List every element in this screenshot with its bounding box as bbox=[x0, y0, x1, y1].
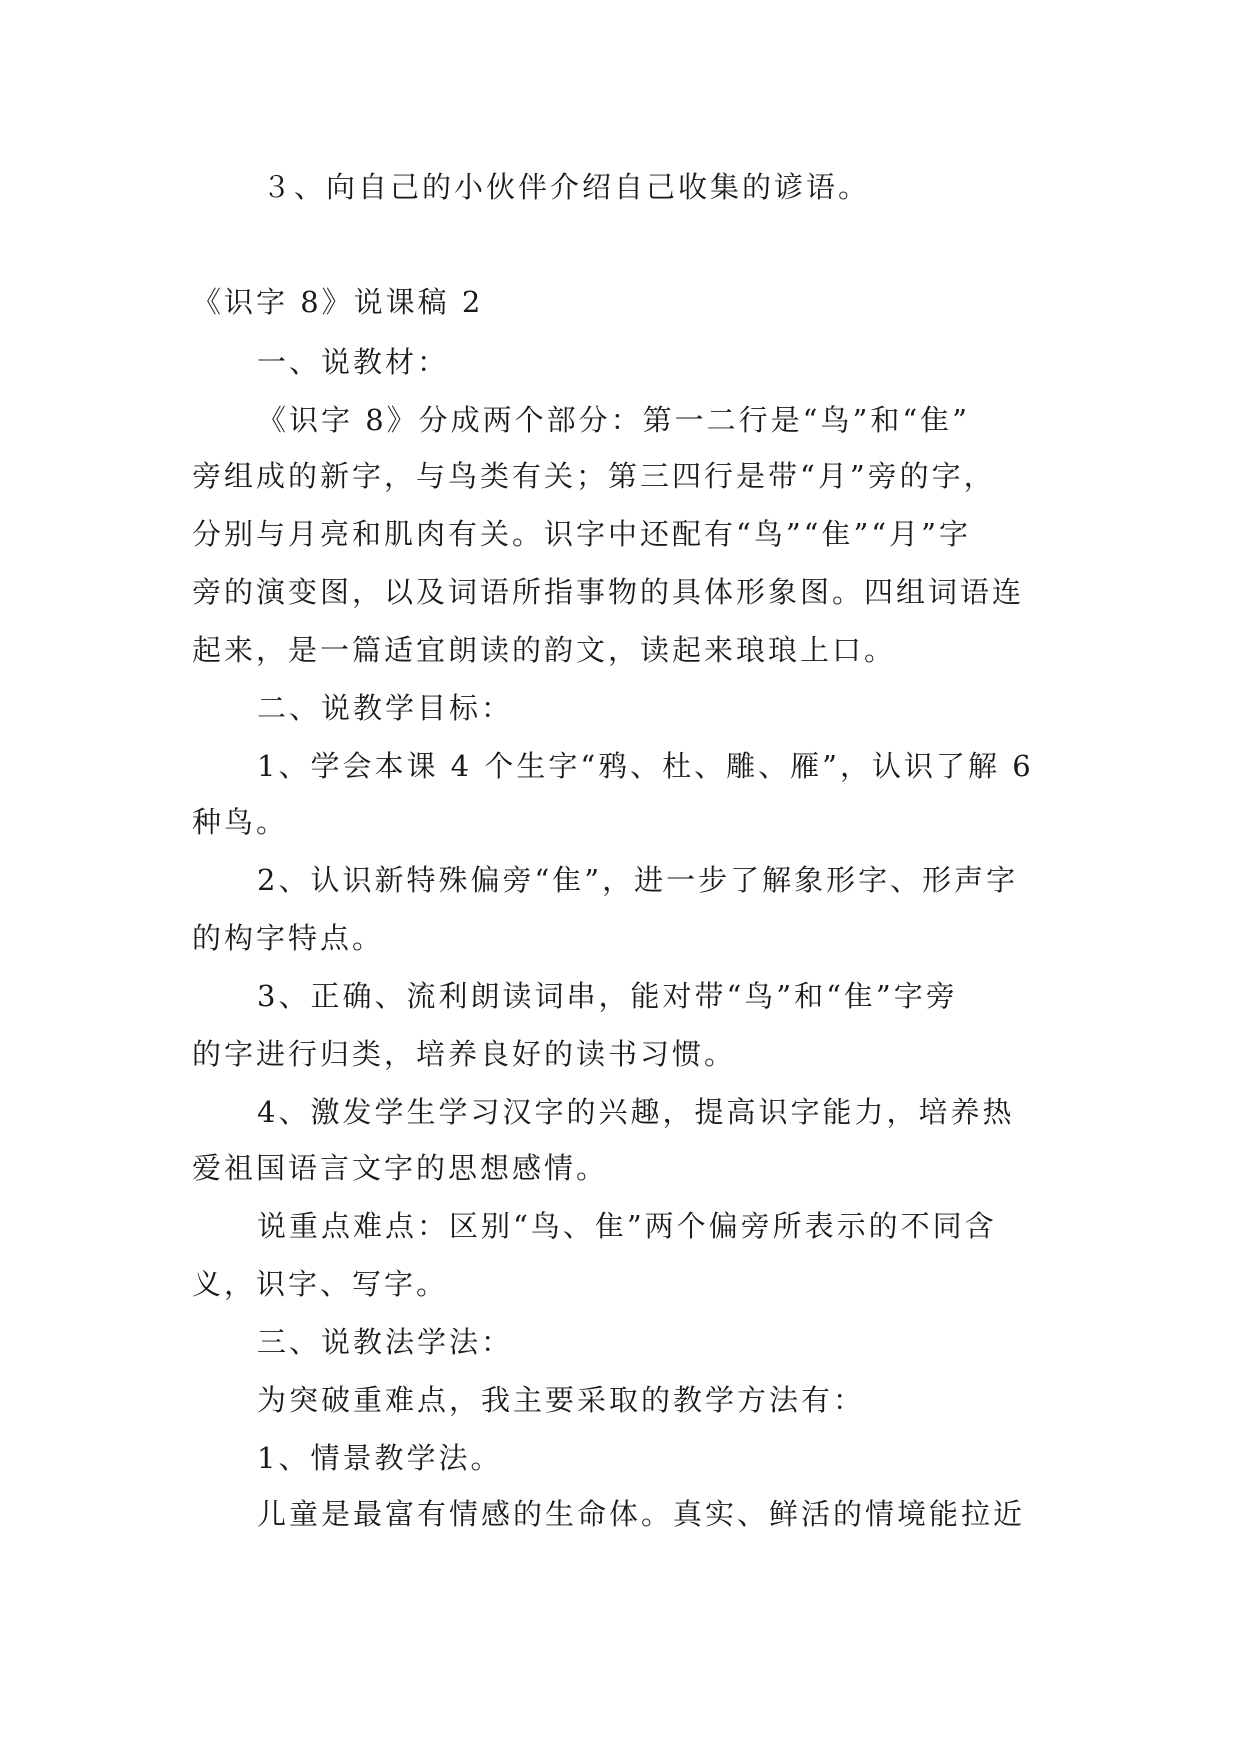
heading-textbook: 一、说教材： bbox=[257, 345, 450, 379]
text-line: 旁的演变图，以及词语所指事物的具体形象图。四组词语连 bbox=[192, 575, 1025, 609]
section-title: 《识字 8》说课稿 2 bbox=[192, 285, 484, 319]
text-line: 1、学会本课 4 个生字“鸦、杜、雕、雁”，认识了解 6 bbox=[257, 749, 1034, 783]
text-line: ３、向自己的小伙伴介绍自己收集的谚语。 bbox=[262, 170, 871, 204]
heading-methods: 三、说教法学法： bbox=[257, 1325, 514, 1359]
text-line: 种鸟。 bbox=[192, 805, 289, 839]
text-line: 2、认识新特殊偏旁“隹”，进一步了解象形字、形声字 bbox=[257, 863, 1019, 897]
text-line: 4、激发学生学习汉字的兴趣，提高识字能力，培养热 bbox=[257, 1095, 1015, 1129]
text-line: 起来，是一篇适宜朗读的韵文，读起来琅琅上口。 bbox=[192, 633, 897, 667]
text-line: 1、情景教学法。 bbox=[257, 1441, 503, 1475]
text-line: 的构字特点。 bbox=[192, 921, 385, 955]
text-line: 《识字 8》分成两个部分：第一二行是“鸟”和“隹” bbox=[257, 403, 970, 437]
text-line: 3、正确、流利朗读词串，能对带“鸟”和“隹”字旁 bbox=[257, 979, 958, 1013]
text-line: 旁组成的新字，与鸟类有关；第三四行是带“月”旁的字， bbox=[192, 459, 996, 493]
text-line: 义，识字、写字。 bbox=[192, 1267, 449, 1301]
text-line: 爱祖国语言文字的思想感情。 bbox=[192, 1151, 609, 1185]
text-line: 分别与月亮和肌肉有关。识字中还配有“鸟”“隹”“月”字 bbox=[192, 517, 971, 551]
text-line: 儿童是最富有情感的生命体。真实、鲜活的情境能拉近 bbox=[257, 1497, 1026, 1531]
text-line: 说重点难点：区别“鸟、隹”两个偏旁所表示的不同含 bbox=[257, 1209, 997, 1243]
heading-objectives: 二、说教学目标： bbox=[257, 691, 514, 725]
text-line: 为突破重难点，我主要采取的教学方法有： bbox=[257, 1383, 866, 1417]
text-line: 的字进行归类，培养良好的读书习惯。 bbox=[192, 1037, 737, 1071]
